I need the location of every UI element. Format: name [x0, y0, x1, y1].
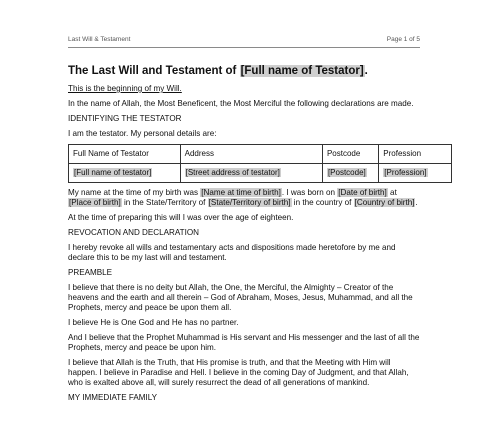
- fill-field[interactable]: [Date of birth]: [338, 188, 387, 197]
- fill-field[interactable]: [Country of birth]: [354, 198, 415, 207]
- title-suffix: .: [364, 65, 368, 77]
- section-heading-revocation: REVOCATION AND DECLARATION: [68, 228, 200, 237]
- running-header: [68, 36, 420, 48]
- title-text: The Last Will and Testament of: [68, 65, 240, 77]
- table-header-cell: Profession: [379, 145, 452, 164]
- truth-paragraph: I believe that Allah is the Truth, that His promise is truth, and that the Meeting with Him will happen. I believe in Paradise and Hell. I believe in the coming Day of Judgment, and that Allah, who is exalted above all, will surely resurrect the dead of all generations of mankind.: [68, 358, 409, 387]
- fill-field[interactable]: [Name at time of birth]: [201, 188, 281, 197]
- table-header-cell: Address: [180, 145, 322, 164]
- deity-paragraph: I believe that there is no deity but Allah, the One, the Merciful, the Almighty – Creator of the heavens and the earth and all therein – God of Abraham, Moses, Jesus, Muhammad, and all the Prophets, mercy and peace be upon them all.: [68, 283, 413, 312]
- table-header-row: [69, 145, 452, 164]
- header-title: Last Will & Testament: [68, 36, 131, 43]
- fill-field[interactable]: [Place of birth]: [69, 198, 121, 207]
- testator-details-table: [68, 144, 452, 183]
- fill-field[interactable]: [Profession]: [384, 168, 427, 177]
- section-heading-identifying: IDENTIFYING THE TESTATOR: [68, 114, 182, 123]
- birth-details: [68, 188, 420, 208]
- will-beginning: This is the beginning of my Will.: [68, 84, 182, 93]
- one-god-paragraph: I believe He is One God and He has no partner.: [68, 318, 239, 327]
- text-run: . I was born on: [281, 188, 338, 197]
- text-run: .: [415, 198, 418, 207]
- age-statement: At the time of preparing this will I was over the age of eighteen.: [68, 213, 294, 222]
- text-run: in the State/Territory of: [121, 198, 208, 207]
- table-cell: [322, 164, 378, 183]
- table-cell: [379, 164, 452, 183]
- section-heading-family: MY IMMEDIATE FAMILY: [68, 393, 158, 402]
- title-field[interactable]: [Full name of Testator]: [240, 65, 364, 77]
- document-title: [68, 64, 420, 78]
- fill-field[interactable]: [Full name of testator]: [74, 168, 152, 177]
- fill-field[interactable]: [State/Territory of birth]: [208, 198, 291, 207]
- table-header-cell: Postcode: [322, 145, 378, 164]
- allah-declaration: In the name of Allah, the Most Beneficent, the Most Merciful the following declarations are made.: [68, 99, 414, 108]
- fill-field[interactable]: [Postcode]: [327, 168, 366, 177]
- prophet-paragraph: And I believe that the Prophet Muhammad is His servant and His messenger and the last of all the Prophets, mercy and peace be upon him.: [68, 333, 420, 352]
- revocation-paragraph: I hereby revoke all wills and testamentary acts and dispositions made heretofore by me and declare this to be my last will and testament.: [68, 243, 396, 262]
- table-cell: [69, 164, 181, 183]
- fill-field[interactable]: [Street address of testator]: [185, 168, 280, 177]
- table-row: [69, 164, 452, 183]
- document-body: [68, 64, 427, 408]
- page-number: Page 1 of 5: [386, 36, 420, 43]
- testator-intro: I am the testator. My personal details are:: [68, 129, 217, 138]
- section-heading-preamble: PREAMBLE: [68, 268, 113, 277]
- text-run: in the country of: [291, 198, 354, 207]
- text-run: My name at the time of my birth was: [68, 188, 201, 197]
- table-header-cell: Full Name of Testator: [69, 145, 181, 164]
- text-run: at: [387, 188, 397, 197]
- table-cell: [180, 164, 322, 183]
